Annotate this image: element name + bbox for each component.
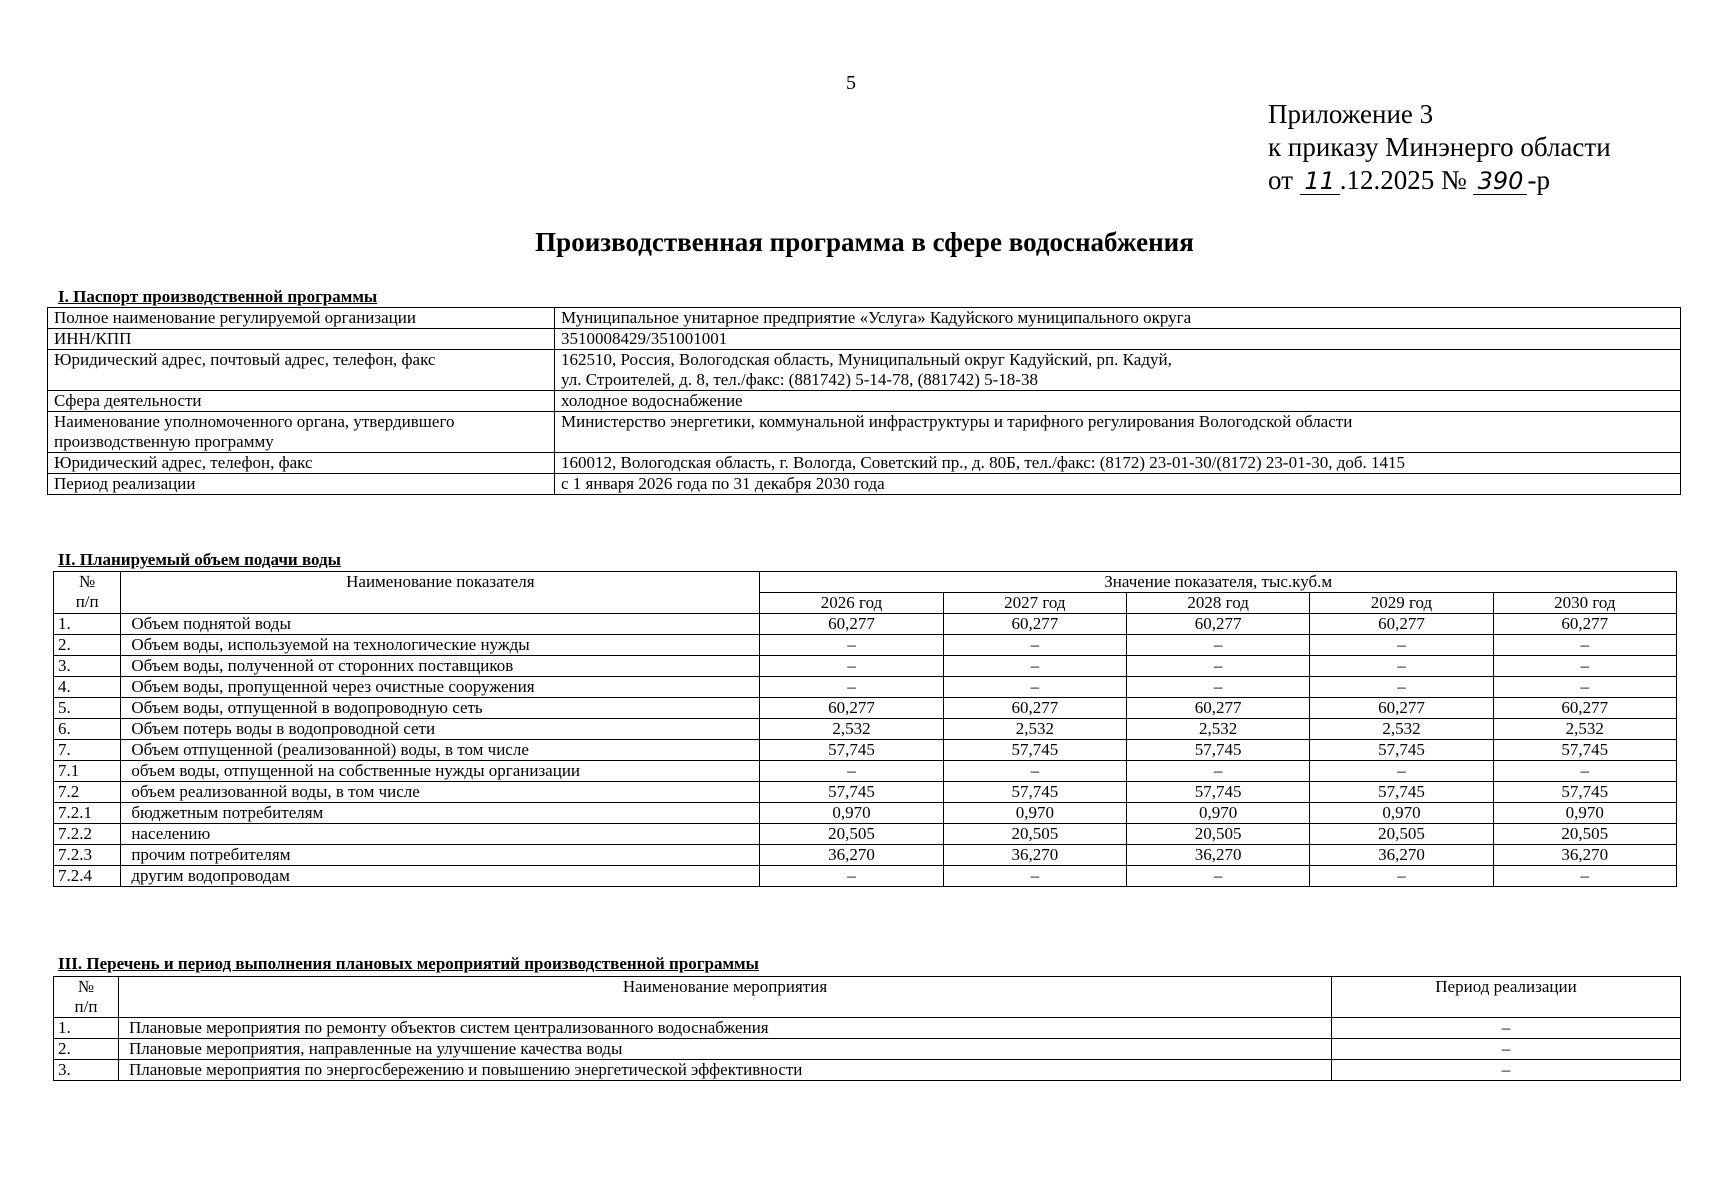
passport-value: 3510008429/351001001 — [555, 329, 1681, 350]
indicator-value: – — [943, 866, 1126, 887]
table-row — [54, 719, 1677, 740]
indicator-name: объем реализованной воды, в том числе — [121, 782, 760, 803]
indicator-value: 0,970 — [1310, 803, 1493, 824]
indicator-value: 36,270 — [760, 845, 943, 866]
indicator-value: 36,270 — [1493, 845, 1676, 866]
indicator-value: 57,745 — [1310, 740, 1493, 761]
passport-label: Юридический адрес, почтовый адрес, телефон, факс — [48, 350, 555, 391]
indicator-value: – — [760, 656, 943, 677]
indicator-value: 0,970 — [1126, 803, 1309, 824]
table-row — [48, 308, 1681, 329]
section-2-heading: II. Планируемый объем подачи воды — [58, 550, 341, 569]
header-year: 2026 год — [760, 593, 943, 614]
indicator-value: – — [760, 761, 943, 782]
row-num: 7.2.4 — [54, 866, 121, 887]
table-row — [54, 845, 1677, 866]
section-3-heading: III. Перечень и период выполнения плановых мероприятий производственной программы — [58, 954, 759, 973]
header-year: 2030 год — [1493, 593, 1676, 614]
header-num-line-1: № — [79, 572, 96, 591]
table-row — [54, 614, 1677, 635]
measure-period: – — [1332, 1039, 1681, 1060]
table-row — [54, 1039, 1681, 1060]
measure-name: Плановые мероприятия по ремонту объектов систем централизованного водоснабжения — [119, 1018, 1332, 1039]
indicator-value: 0,970 — [943, 803, 1126, 824]
indicator-value: 60,277 — [943, 614, 1126, 635]
table-row — [54, 1060, 1681, 1081]
header-year: 2029 год — [1310, 593, 1493, 614]
address-line-2: ул. Строителей, д. 8, тел./факс: (881742) 5-14-78, (881742) 5-18-38 — [561, 370, 1038, 389]
table-row — [54, 635, 1677, 656]
indicator-value: 60,277 — [1310, 614, 1493, 635]
indicator-value: – — [760, 866, 943, 887]
indicator-value: 57,745 — [1126, 782, 1309, 803]
indicator-name: Объем отпущенной (реализованной) воды, в том числе — [121, 740, 760, 761]
indicator-value: 36,270 — [1310, 845, 1493, 866]
indicator-value: 2,532 — [760, 719, 943, 740]
row-num: 7.2.3 — [54, 845, 121, 866]
indicator-name: прочим потребителям — [121, 845, 760, 866]
indicator-value: 20,505 — [943, 824, 1126, 845]
indicator-value: 60,277 — [1126, 698, 1309, 719]
indicator-value: 36,270 — [943, 845, 1126, 866]
indicator-value: 60,277 — [1126, 614, 1309, 635]
indicator-name: другим водопроводам — [121, 866, 760, 887]
indicator-value: – — [943, 677, 1126, 698]
page-number: 5 — [846, 72, 856, 94]
table-row — [54, 866, 1677, 887]
indicator-name: Объем воды, отпущенной в водопроводную сеть — [121, 698, 760, 719]
indicator-value: 2,532 — [943, 719, 1126, 740]
table-row — [48, 329, 1681, 350]
row-num: 1. — [54, 1018, 119, 1039]
indicator-value: 0,970 — [760, 803, 943, 824]
header-values: Значение показателя, тыс.куб.м — [760, 572, 1677, 593]
header-num — [54, 977, 119, 1018]
indicator-value: 2,532 — [1493, 719, 1676, 740]
table-row — [54, 677, 1677, 698]
table-row — [54, 698, 1677, 719]
appendix-line-1: Приложение 3 — [1268, 99, 1434, 129]
indicator-value: 60,277 — [1493, 614, 1676, 635]
section-1-heading: I. Паспорт производственной программы — [58, 287, 378, 306]
indicator-value: 57,745 — [1493, 740, 1676, 761]
passport-table — [47, 307, 1681, 495]
indicator-value: 60,277 — [1310, 698, 1493, 719]
header-num-line-2: п/п — [75, 592, 99, 611]
indicator-value: 2,532 — [1310, 719, 1493, 740]
indicator-name: населению — [121, 824, 760, 845]
measure-period: – — [1332, 1060, 1681, 1081]
indicator-value: – — [1310, 656, 1493, 677]
indicator-value: – — [1126, 677, 1309, 698]
row-num: 6. — [54, 719, 121, 740]
measure-name: Плановые мероприятия по энергосбережению и повышению энергетической эффективности — [119, 1060, 1332, 1081]
passport-label: Юридический адрес, телефон, факс — [48, 453, 555, 474]
header-measure-name: Наименование мероприятия — [119, 977, 1332, 1018]
table-row — [54, 824, 1677, 845]
indicator-value: – — [943, 761, 1126, 782]
indicator-value: 20,505 — [760, 824, 943, 845]
row-num: 7.1 — [54, 761, 121, 782]
indicator-value: – — [1126, 761, 1309, 782]
indicator-value: – — [1493, 677, 1676, 698]
indicator-value: 20,505 — [1493, 824, 1676, 845]
passport-label: Сфера деятельности — [48, 391, 555, 412]
indicator-value: – — [1310, 677, 1493, 698]
header-name: Наименование показателя — [121, 572, 760, 614]
indicator-name: объем воды, отпущенной на собственные нужды организации — [121, 761, 760, 782]
indicator-value: 60,277 — [943, 698, 1126, 719]
indicator-value: 57,745 — [760, 740, 943, 761]
indicator-value: – — [943, 656, 1126, 677]
row-num: 2. — [54, 635, 121, 656]
header-year: 2027 год — [943, 593, 1126, 614]
indicator-value: 60,277 — [1493, 698, 1676, 719]
header-num-line-1: № — [77, 977, 95, 996]
passport-label: Полное наименование регулируемой организации — [48, 308, 555, 329]
indicator-name: Объем воды, полученной от сторонних поставщиков — [121, 656, 760, 677]
header-num-line-2: п/п — [74, 997, 98, 1016]
handwritten-order-number: 390 — [1473, 168, 1527, 195]
indicator-value: – — [943, 635, 1126, 656]
passport-value: с 1 января 2026 года по 31 декабря 2030 года — [555, 474, 1681, 495]
appendix-line-2: к приказу Минэнерго области — [1268, 132, 1611, 162]
indicator-value: – — [1310, 866, 1493, 887]
indicator-value: – — [1126, 635, 1309, 656]
indicator-value: – — [1493, 656, 1676, 677]
table-row — [48, 412, 1681, 453]
date-rest: .12.2025 № — [1339, 165, 1467, 195]
passport-value: холодное водоснабжение — [555, 391, 1681, 412]
indicator-value: 57,745 — [760, 782, 943, 803]
passport-value: 160012, Вологодская область, г. Вологда, Советский пр., д. 80Б, тел./факс: (8172) 23-01-30/(8172) 23-01-30, доб. 1415 — [555, 453, 1681, 474]
header-period: Период реализации — [1332, 977, 1681, 1018]
table-row — [48, 391, 1681, 412]
passport-label: Период реализации — [48, 474, 555, 495]
row-num: 3. — [54, 1060, 119, 1081]
row-num: 7.2 — [54, 782, 121, 803]
row-num: 7.2.1 — [54, 803, 121, 824]
indicator-value: – — [1310, 635, 1493, 656]
indicator-name: Объем потерь воды в водопроводной сети — [121, 719, 760, 740]
table-row — [54, 782, 1677, 803]
table-row — [54, 761, 1677, 782]
indicator-name: бюджетным потребителям — [121, 803, 760, 824]
table-header-row — [54, 977, 1681, 1018]
indicator-value: 60,277 — [760, 698, 943, 719]
indicator-value: 20,505 — [1310, 824, 1493, 845]
indicator-value: – — [1310, 761, 1493, 782]
passport-label — [48, 412, 555, 453]
appendix-header — [1268, 98, 1611, 197]
indicator-value: 57,745 — [943, 740, 1126, 761]
indicator-name: Объем поднятой воды — [121, 614, 760, 635]
table-row — [48, 453, 1681, 474]
indicator-value: – — [1493, 866, 1676, 887]
table-row — [48, 474, 1681, 495]
indicator-value: 36,270 — [1126, 845, 1309, 866]
document-title: Производственная программа в сфере водоснабжения — [535, 227, 1194, 257]
indicator-value: 57,745 — [943, 782, 1126, 803]
indicator-value: 60,277 — [760, 614, 943, 635]
table-header-row — [54, 572, 1677, 593]
measure-name: Плановые мероприятия, направленные на улучшение качества воды — [119, 1039, 1332, 1060]
label-line-2: производственную программу — [54, 432, 274, 451]
indicator-value: 2,532 — [1126, 719, 1309, 740]
passport-value — [555, 350, 1681, 391]
indicator-value: 0,970 — [1493, 803, 1676, 824]
handwritten-day: 11 — [1300, 168, 1340, 195]
table-row — [48, 350, 1681, 391]
row-num: 4. — [54, 677, 121, 698]
water-volume-table — [53, 571, 1677, 887]
header-year: 2028 год — [1126, 593, 1309, 614]
indicator-value: – — [760, 677, 943, 698]
measure-period: – — [1332, 1018, 1681, 1039]
indicator-value: – — [1126, 866, 1309, 887]
header-num — [54, 572, 121, 614]
appendix-line-3 — [1268, 164, 1611, 197]
table-row — [54, 803, 1677, 824]
row-num: 1. — [54, 614, 121, 635]
indicator-value: – — [1493, 635, 1676, 656]
indicator-value: 57,745 — [1126, 740, 1309, 761]
indicator-name: Объем воды, используемой на технологические нужды — [121, 635, 760, 656]
date-prefix: от — [1268, 165, 1293, 195]
indicator-value: 57,745 — [1493, 782, 1676, 803]
passport-label: ИНН/КПП — [48, 329, 555, 350]
row-num: 2. — [54, 1039, 119, 1060]
indicator-value: 20,505 — [1126, 824, 1309, 845]
passport-value: Министерство энергетики, коммунальной инфраструктуры и тарифного регулирования Вологодской области — [555, 412, 1681, 453]
indicator-value: – — [1126, 656, 1309, 677]
passport-value: Муниципальное унитарное предприятие «Услуга» Кадуйского муниципального округа — [555, 308, 1681, 329]
table-row — [54, 656, 1677, 677]
order-suffix: -р — [1527, 165, 1550, 195]
table-row — [54, 1018, 1681, 1039]
indicator-value: – — [1493, 761, 1676, 782]
row-num: 7.2.2 — [54, 824, 121, 845]
row-num: 7. — [54, 740, 121, 761]
row-num: 5. — [54, 698, 121, 719]
measures-table — [53, 976, 1681, 1081]
address-line-1: 162510, Россия, Вологодская область, Муниципальный округ Кадуйский, рп. Кадуй, — [561, 350, 1172, 369]
indicator-value: – — [760, 635, 943, 656]
label-line-1: Наименование уполномоченного органа, утвердившего — [54, 412, 455, 431]
indicator-value: 57,745 — [1310, 782, 1493, 803]
row-num: 3. — [54, 656, 121, 677]
table-row — [54, 740, 1677, 761]
indicator-name: Объем воды, пропущенной через очистные сооружения — [121, 677, 760, 698]
